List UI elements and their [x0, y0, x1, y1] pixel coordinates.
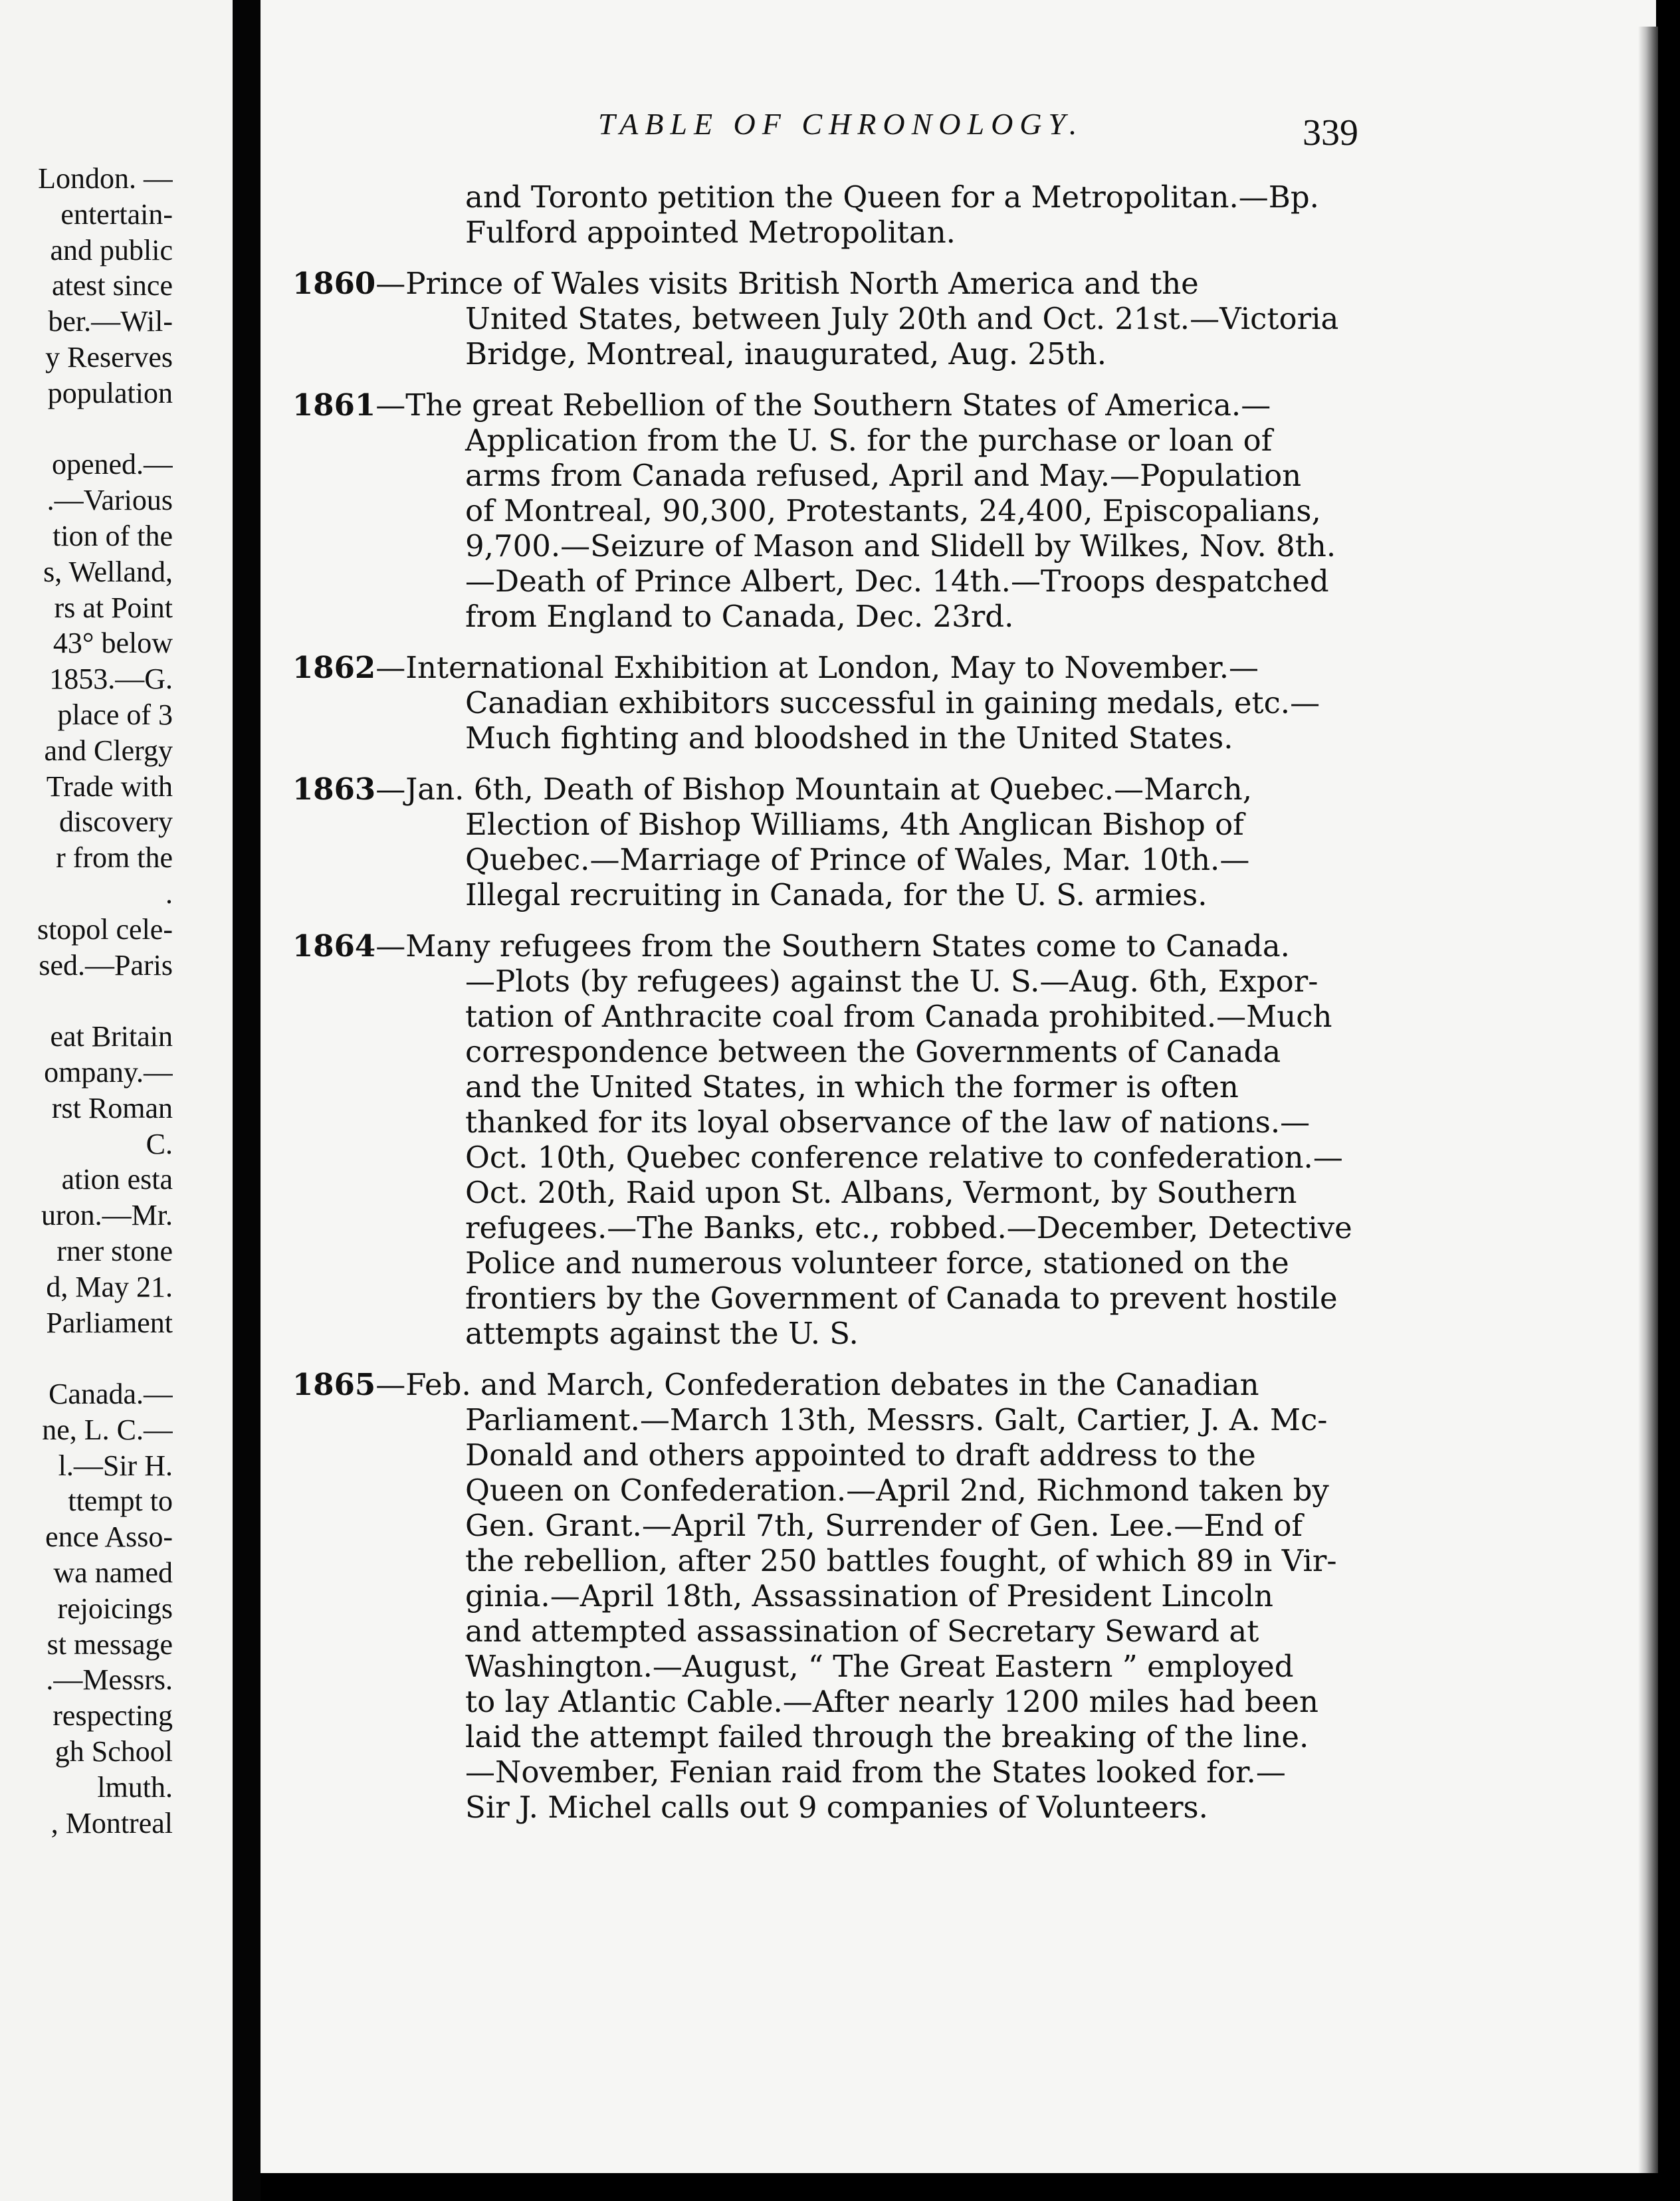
facing-page-line: rst Roman — [51, 1091, 173, 1124]
facing-page-line: sed.—Paris — [39, 948, 173, 982]
text-line: United States, between July 20th and Oct. 21st.—Victoria — [465, 301, 1339, 336]
entry-year: 1860 — [292, 266, 376, 301]
facing-page-line: d, May 21. — [46, 1270, 173, 1303]
facing-page-line: , Montreal — [51, 1806, 173, 1839]
text-line — [292, 1367, 1409, 1402]
facing-page-line: .—Various — [47, 484, 173, 517]
facing-page-line: 1853.—G. — [49, 663, 173, 696]
chronology-entry — [292, 772, 1409, 912]
facing-page-line: and public — [50, 233, 173, 266]
text-line: —Plots (by refugees) against the U. S.—Aug. 6th, Expor- — [465, 964, 1318, 999]
text-line: thanked for its loyal observance of the law of nations.— — [465, 1104, 1311, 1140]
text-line: —Death of Prince Albert, Dec. 14th.—Troops despatched — [465, 564, 1329, 599]
chronology-entry — [292, 266, 1409, 371]
text-line: correspondence between the Governments of Canada — [465, 1034, 1281, 1069]
facing-page-line: wa named — [53, 1556, 173, 1590]
text-line: Application from the U. S. for the purchase or loan of — [465, 423, 1273, 458]
text-line: —November, Fenian raid from the States looked for.— — [465, 1754, 1286, 1790]
book-gutter — [233, 0, 261, 2201]
chronology-entry — [292, 650, 1409, 756]
facing-page-line: London. — — [38, 162, 173, 195]
entry-year: 1862 — [292, 650, 376, 685]
facing-page-line: ne, L. C.— — [42, 1413, 173, 1446]
continued-entry — [292, 179, 1409, 250]
entry-text: —Prince of Wales visits British North America and the — [375, 266, 1199, 301]
facing-page-line: stopol cele- — [37, 912, 173, 946]
text-line: and the United States, in which the former is often — [465, 1069, 1239, 1104]
facing-page-line: 43° below — [52, 627, 173, 660]
text-line: Quebec.—Marriage of Prince of Wales, Mar. 10th.— — [465, 842, 1250, 877]
facing-page-line: st message — [47, 1627, 173, 1661]
facing-page-line: rejoicings — [57, 1592, 173, 1625]
entry-text: —International Exhibition at London, May to November.— — [375, 650, 1259, 685]
facing-page-line: Parliament — [46, 1306, 173, 1339]
text-line: 9,700.—Seizure of Mason and Slidell by Wilkes, Nov. 8th. — [465, 528, 1336, 564]
facing-page-line: l.—Sir H. — [58, 1449, 173, 1482]
text-line — [292, 928, 1409, 964]
facing-page-line: .—Messrs. — [46, 1663, 173, 1697]
text-line: from England to Canada, Dec. 23rd. — [465, 599, 1014, 634]
facing-page — [0, 0, 233, 2201]
facing-page-line: entertain- — [60, 197, 173, 231]
entry-year: 1864 — [292, 928, 376, 964]
entry-text: —Jan. 6th, Death of Bishop Mountain at Quebec.—March, — [375, 772, 1253, 807]
facing-page-line: rs at Point — [54, 591, 173, 624]
entry-text: —Many refugees from the Southern States come to Canada. — [375, 928, 1290, 964]
text-line: to lay Atlantic Cable.—After nearly 1200 miles had been — [465, 1684, 1319, 1719]
chronology-content — [292, 179, 1409, 1841]
text-line: tation of Anthracite coal from Canada prohibited.—Much — [465, 999, 1332, 1034]
text-line — [292, 650, 1409, 685]
text-line: Queen on Confederation.—April 2nd, Richmond taken by — [465, 1473, 1329, 1508]
text-line: Police and numerous volunteer force, stationed on the — [465, 1245, 1289, 1281]
entry-list — [292, 266, 1409, 1825]
facing-page-line: place of 3 — [57, 698, 173, 731]
entry-text: —Feb. and March, Confederation debates in the Canadian — [375, 1367, 1259, 1402]
facing-page-line: eat Britain — [50, 1020, 173, 1053]
text-line — [292, 772, 1409, 807]
entry-year: 1865 — [292, 1367, 376, 1402]
facing-page-line: and Clergy — [44, 734, 173, 767]
facing-page-line: gh School — [54, 1735, 173, 1768]
facing-page-line: . — [165, 877, 173, 910]
text-line: arms from Canada refused, April and May.—Population — [465, 458, 1302, 493]
text-line: the rebellion, after 250 battles fought, of which 89 in Vir- — [465, 1543, 1337, 1578]
text-line: Parliament.—March 13th, Messrs. Galt, Cartier, J. A. Mc- — [465, 1402, 1328, 1437]
facing-page-line: ber.—Wil- — [48, 305, 173, 338]
text-line: and Toronto petition the Queen for a Metropolitan.—Bp. — [465, 179, 1319, 215]
facing-page-line: Trade with — [46, 770, 173, 803]
text-line: Illegal recruiting in Canada, for the U. S. armies. — [465, 877, 1208, 912]
background-edge — [1658, 0, 1680, 2201]
facing-page-line: discovery — [58, 805, 173, 839]
facing-page-line: respecting — [52, 1699, 173, 1732]
facing-page-text — [0, 161, 173, 1841]
text-line: Oct. 20th, Raid upon St. Albans, Vermont, by Southern — [465, 1175, 1297, 1210]
text-line: Bridge, Montreal, inaugurated, Aug. 25th. — [465, 336, 1106, 371]
facing-page-line — [0, 983, 173, 1019]
facing-page-line: r from the — [56, 841, 173, 875]
chronology-entry — [292, 928, 1409, 1351]
text-line: frontiers by the Government of Canada to prevent hostile — [465, 1281, 1338, 1316]
text-line: ginia.—April 18th, Assassination of President Lincoln — [465, 1578, 1273, 1614]
facing-page-line: ttempt to — [68, 1485, 173, 1518]
facing-page-line: s, Welland, — [43, 555, 173, 588]
facing-page-line: population — [47, 376, 173, 409]
facing-page-line: opened.— — [51, 448, 173, 481]
text-line: and attempted assassination of Secretary Seward at — [465, 1614, 1259, 1649]
text-line — [292, 387, 1409, 423]
text-line: Much fighting and bloodshed in the United States. — [465, 720, 1233, 756]
text-line: Oct. 10th, Quebec conference relative to confederation.— — [465, 1140, 1343, 1175]
text-line: laid the attempt failed through the breaking of the line. — [465, 1719, 1309, 1754]
facing-page-line: uron.—Mr. — [41, 1199, 173, 1232]
text-line: refugees.—The Banks, etc., robbed.—December, Detective — [465, 1210, 1352, 1245]
text-line: Sir J. Michel calls out 9 companies of Volunteers. — [465, 1790, 1208, 1825]
facing-page-line: lmuth. — [97, 1770, 173, 1804]
text-line: Donald and others appointed to draft address to the — [465, 1437, 1256, 1473]
running-head: TABLE OF CHRONOLOGY. — [598, 107, 1084, 141]
facing-page-line — [0, 1340, 173, 1376]
facing-page-line: tion of the — [52, 519, 173, 552]
facing-page-line: y Reserves — [45, 340, 173, 373]
text-line: Fulford appointed Metropolitan. — [465, 215, 956, 250]
facing-page-line: atest since — [51, 269, 173, 302]
facing-page-line — [0, 411, 173, 447]
facing-page-line: Canada.— — [49, 1378, 173, 1411]
entry-year: 1863 — [292, 772, 376, 807]
facing-page-line: ence Asso- — [45, 1520, 173, 1554]
text-line: Canadian exhibitors successful in gaining medals, etc.— — [465, 685, 1320, 720]
text-line: attempts against the U. S. — [465, 1316, 859, 1351]
text-line — [292, 266, 1409, 301]
chronology-entry — [292, 1367, 1409, 1825]
facing-page-line: rner stone — [56, 1234, 173, 1267]
facing-page-line: ompany.— — [44, 1055, 173, 1089]
page-edge — [1638, 27, 1658, 2173]
chronology-entry — [292, 387, 1409, 634]
entry-year: 1861 — [292, 387, 376, 423]
facing-page-line: C. — [146, 1127, 173, 1160]
text-line: Washington.—August, “ The Great Eastern ” employed — [465, 1649, 1294, 1684]
entry-text: —The great Rebellion of the Southern States of America.— — [375, 387, 1271, 423]
text-line: Gen. Grant.—April 7th, Surrender of Gen. Lee.—End of — [465, 1508, 1303, 1543]
text-line: Election of Bishop Williams, 4th Anglican Bishop of — [465, 807, 1244, 842]
page-number: 339 — [1303, 112, 1358, 154]
facing-page-line: ation esta — [61, 1163, 173, 1196]
text-line: of Montreal, 90,300, Protestants, 24,400, Episcopalians, — [465, 493, 1321, 528]
